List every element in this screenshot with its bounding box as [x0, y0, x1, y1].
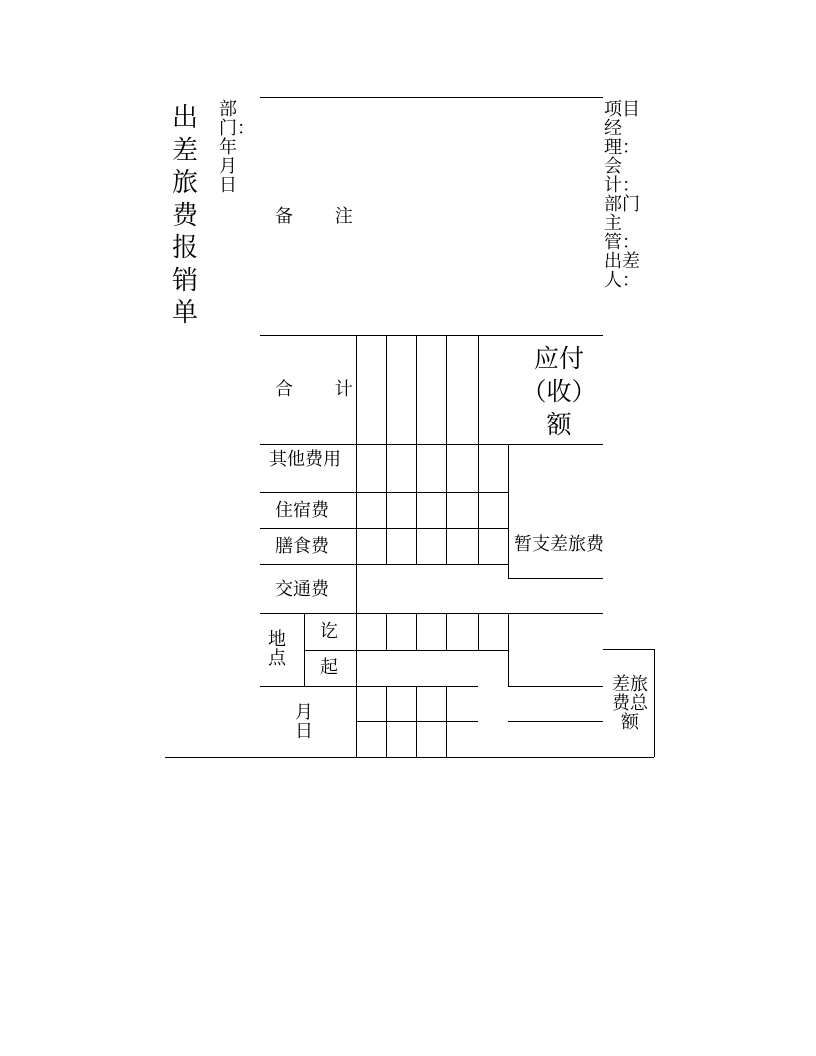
place-label: 地点	[268, 629, 286, 669]
line-other-bottom	[260, 492, 508, 493]
department-date-label: 部门：年月日	[219, 99, 255, 196]
vline-1c	[386, 686, 387, 757]
transport-label: 交通费	[275, 579, 329, 600]
line-advance-bottom	[508, 578, 603, 579]
signatories-label: 项目经理：会计：部门主管：出差人：	[604, 99, 640, 291]
vline-3c	[446, 686, 447, 757]
line-total-bottom	[260, 444, 603, 445]
lodging-label: 住宿费	[275, 500, 329, 521]
line-bottom	[165, 757, 654, 758]
vline-1b	[386, 613, 387, 650]
vline-place	[304, 613, 305, 686]
line-meals-bottom	[260, 564, 508, 565]
total-travel-label: 差旅费总额	[612, 674, 648, 733]
vline-2b	[416, 613, 417, 650]
line-right-mid	[508, 686, 603, 687]
vline-2a	[416, 335, 417, 564]
date-label: 月日	[295, 702, 313, 742]
vline-3b	[446, 613, 447, 650]
line-lodging-bottom	[260, 528, 508, 529]
from-label: 起	[320, 657, 338, 678]
vline-advance-left	[508, 444, 509, 578]
vline-4b	[478, 613, 479, 650]
line-total-travel-top	[603, 649, 654, 650]
payable-label: 应付（收）额	[521, 344, 597, 439]
vline-4a	[478, 335, 479, 564]
advance-label: 暂支差旅费	[514, 534, 604, 555]
to-label: 讫	[320, 621, 338, 642]
vline-2c	[416, 686, 417, 757]
vline-5b	[508, 613, 509, 686]
line-to-bottom	[304, 650, 508, 651]
line-right-date-mid	[508, 721, 603, 722]
total-label: 合 计	[275, 379, 371, 400]
vline-3a	[446, 335, 447, 564]
meals-label: 膳食费	[275, 536, 329, 557]
vline-total-travel-right	[654, 649, 655, 757]
other-expenses-label: 其他费用	[269, 449, 341, 470]
line-top	[260, 97, 603, 98]
line-date-mid	[356, 721, 478, 722]
remarks-label: 备 注	[275, 206, 371, 227]
vline-1a	[386, 335, 387, 564]
line-transport-bottom	[260, 613, 603, 614]
form-title: 出差旅费报销单	[172, 103, 199, 328]
line-remarks-bottom	[260, 335, 603, 336]
